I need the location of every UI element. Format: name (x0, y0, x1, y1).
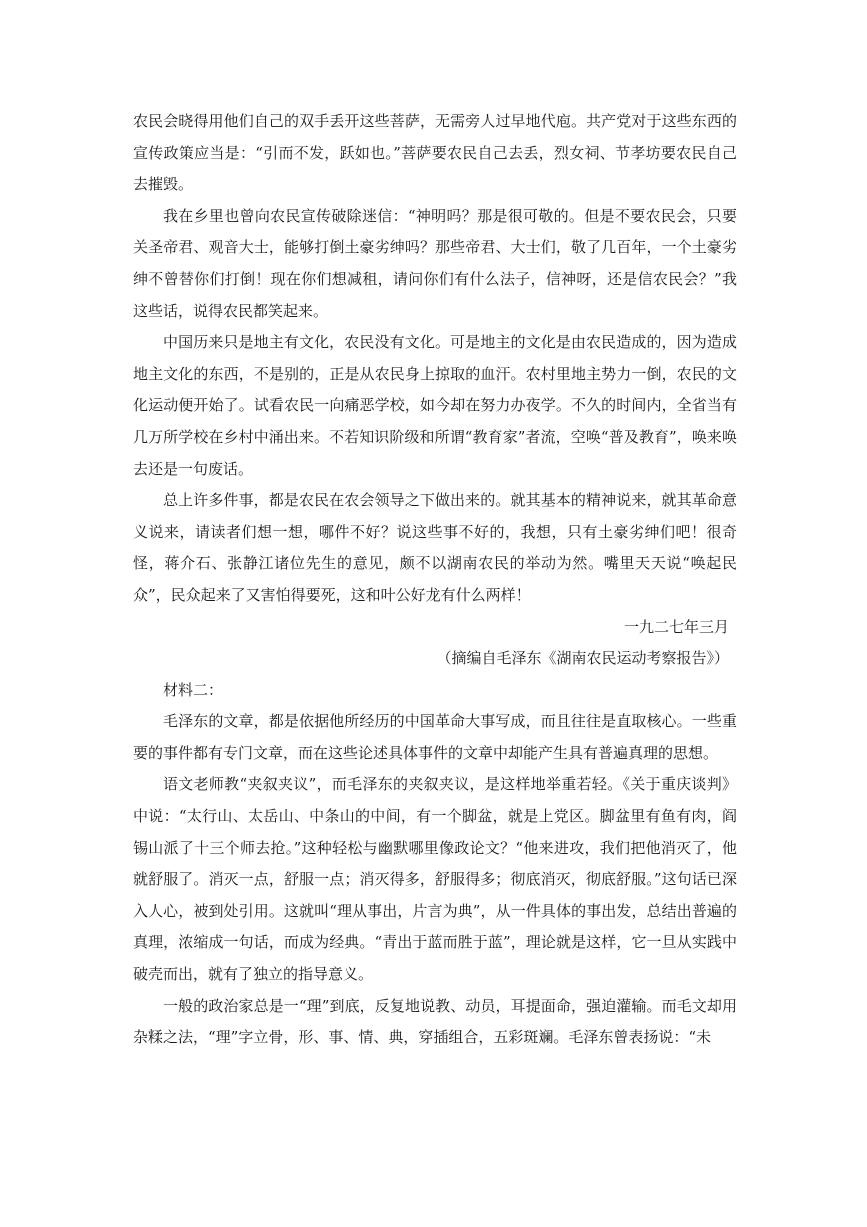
paragraph-culture: 中国历来只是地主有文化，农民没有文化。可是地主的文化是由农民造成的，因为造成地主文化的东西，不是别的，正是从农民身上掠取的血汗。农村里地主势力一倒，农民的文化运动便开始了。试看农民一向痛恶学校，如今却在努力办夜学。不久的时间内，全省当有几万所学校在乡村中涌出来。不若知识阶级和所谓“教育家”者流，空唤“普及教育”，唤来唤去还是一句废话。 (133, 333, 737, 478)
paragraph-articles: 毛泽东的文章，都是依据他所经历的中国革命大事写成，而且往往是直取核心。一些重要的事件都有专门文章，而在这些论述具体事件的文章中却能产生具有普遍真理的思想。 (133, 712, 737, 762)
paragraph-superstition: 我在乡里也曾向农民宣传破除迷信：“神明吗？那是很可敬的。但是不要农民会，只要关圣帝君、观音大士，能够打倒土豪劣绅吗？那些帝君、大士们，敬了几百年，一个土豪劣绅不曾替你们打倒！现在你们想减租，请问你们有什么法子，信神呀，还是信农民会？”我这些话，说得农民都笑起来。 (133, 206, 737, 320)
paragraph-continued: 农民会晓得用他们自己的双手丢开这些菩萨，无需旁人过早地代庖。共产党对于这些东西的宣传政策应当是：“引而不发，跃如也。”菩萨要农民自己去丢，烈女祠、节孝坊要农民自己去摧毁。 (133, 112, 737, 194)
paragraph-summary: 总上许多件事，都是农民在农会领导之下做出来的。就其基本的精神说来，就其革命意义说来，请读者们想一想，哪件不好？说这些事不好的，我想，只有土豪劣绅们吧！很奇怪，蒋介石、张静江诸位先生的意见，颇不以湖南农民的举动为然。嘴里天天说“唤起民众”，民众起来了又害怕得要死，这和叶公好龙有什么两样！ (133, 491, 737, 604)
date-line: 一九二七年三月 (623, 617, 729, 636)
document-body (133, 106, 737, 1054)
source-citation: （摘编自毛泽东《湖南农民运动考察报告》） (436, 649, 729, 668)
paragraph-politicians: 一般的政治家总是一“理”到底，反复地说教、动员，耳提面命，强迫灌输。而毛文却用杂糅之法，“理”字立骨，形、事、情、典，穿插组合，五彩斑斓。毛泽东曾表扬说：“未 (133, 996, 737, 1047)
section-heading-material-two: 材料二： (163, 680, 224, 699)
paragraph-narrative-argument: 语文老师教“夹叙夹议”，而毛泽东的夹叙夹议，是这样地举重若轻。《关于重庆谈判》中说：“太行山、太岳山、中条山的中间，有一个脚盆，就是上党区。脚盆里有鱼有肉，阎锡山派了十三个师去抢。”这种轻松与幽默哪里像政论文？“他来进攻，我们把他消灭了，他就舒服了。消灭一点，舒服一点；消灭得多，舒服得多；彻底消灭，彻底舒服。”这句话已深入人心，被到处引用。这就叫“理从事出，片言为典”，从一件具体的事出发，总结出普遍的真理，浓缩成一句话，而成为经典。“青出于蓝而胜于蓝”，理论就是这样，它一旦从实践中破壳而出，就有了独立的指导意义。 (133, 775, 737, 984)
